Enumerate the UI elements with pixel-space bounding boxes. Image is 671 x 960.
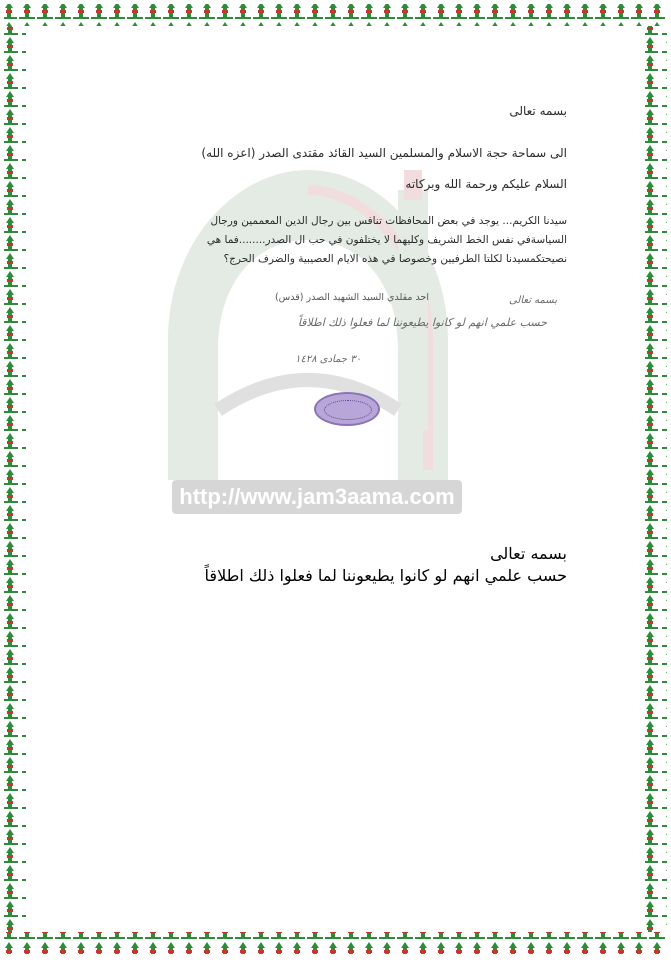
letter-body-line: سيدنا الكريم... يوجد في بعض المحافظات تنافس بين رجال الدين المعممين ورجال bbox=[210, 215, 567, 227]
letter-signature: احد مقلدي السيد الشهيد الصدر (قدس) bbox=[274, 292, 429, 303]
handwritten-salutation: بسمه تعالى bbox=[508, 295, 557, 306]
transcription-text: حسب علمي انهم لو كانوا يطيعوننا لما فعلوا ذلك اطلاقاً bbox=[204, 566, 567, 585]
letter-salutation: بسمه تعالى bbox=[509, 104, 567, 118]
handwritten-date: ٣٠ جمادى ١٤٢٨ bbox=[295, 354, 361, 365]
letter-greeting: السلام عليكم ورحمة الله وبركاته bbox=[405, 177, 567, 191]
transcription-title: بسمه تعالى bbox=[490, 544, 567, 563]
seal-stamp bbox=[314, 392, 380, 426]
letter-addressee: الى سماحة حجة الاسلام والمسلمين السيد القائد مقتدى الصدر (اعزه الله) bbox=[201, 146, 567, 160]
letter-body-line: السياسةفي نفس الخط الشريف وكليهما لا يختلفون في حب ال الصدر........فما هي bbox=[206, 234, 567, 246]
handwritten-reply: حسب علمي انهم لو كانوا يطيعوننا لما فعلوا ذلك اطلاقاً bbox=[297, 316, 547, 329]
letter-body bbox=[207, 212, 567, 269]
watermark-url: http://www.jam3aama.com bbox=[172, 480, 462, 514]
letter-body-line: نصيحتكمسيدنا لكلتا الطرفيين وخصوصا في هذه الايام العصيبية والضرف الحرج؟ bbox=[223, 253, 567, 265]
